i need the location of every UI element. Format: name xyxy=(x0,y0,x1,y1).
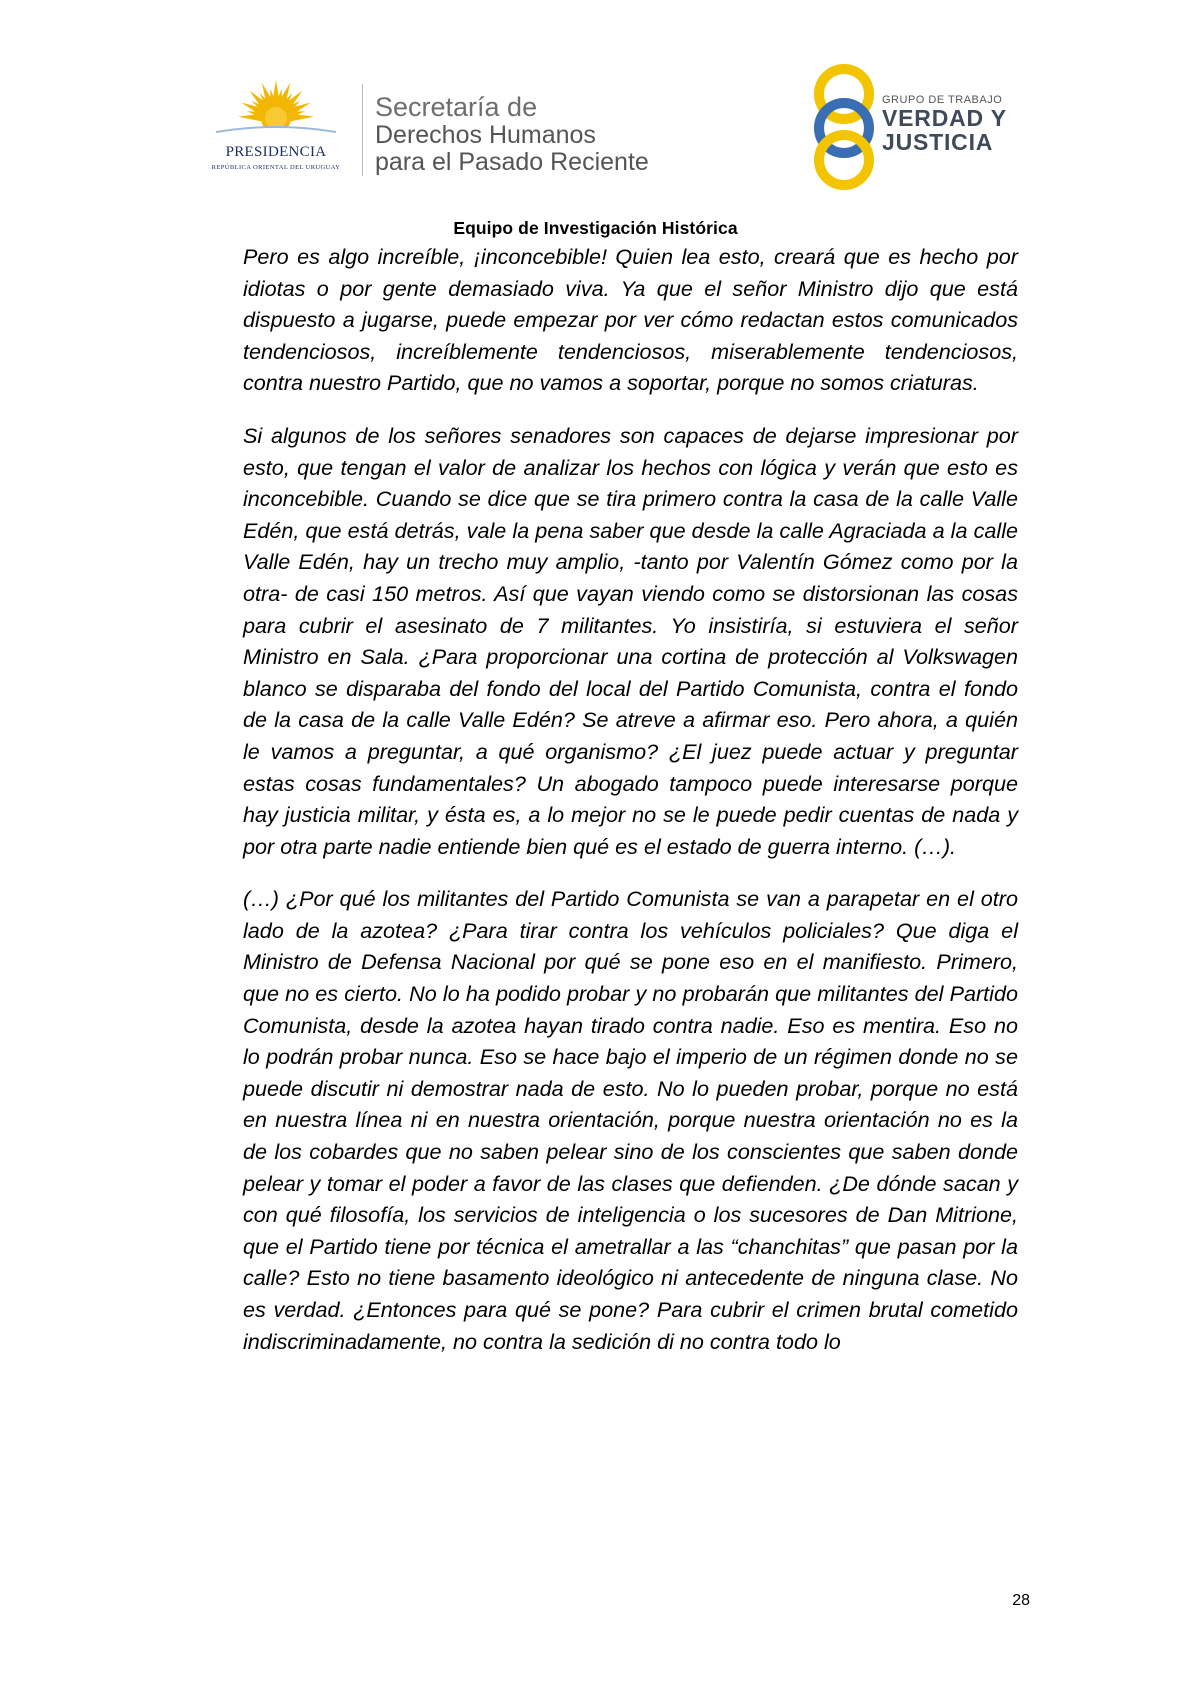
grupo-trabajo-wordmark xyxy=(882,94,1007,154)
presidencia-subtitle: REPÚBLICA ORIENTAL DEL URUGUAY xyxy=(211,164,341,171)
presidencia-label: PRESIDENCIA xyxy=(225,144,327,160)
secretaria-line3: para el Pasado Reciente xyxy=(375,148,649,176)
grupo-line3: JUSTICIA xyxy=(882,129,994,155)
paragraph-1: Pero es algo increíble, ¡inconcebible! Quien lea esto, creará que es hecho por idiotas o por gente demasiado viva. Ya que el señor Ministro dijo que está dispuesto a jugarse, puede empezar por ver cómo redactan estos comunicados tendenciosos, increíblemente tendenciosos, miserablemente tendenciosos, contra nuestro Partido, que no vamos a soportar, porque no somos criaturas. xyxy=(243,244,1018,396)
team-title: Equipo de Investigación Histórica xyxy=(453,218,738,238)
paragraph-3: (…) ¿Por qué los militantes del Partido Comunista se van a parapetar en el otro lado de la azotea? ¿Para tirar contra los vehículos policiales? Que diga el Ministro de Defensa Nacional por qué se pone eso en el manifiesto. Primero, que no es cierto. No lo ha podido probar y no probarán que militantes del Partido Comunista, desde la azotea hayan tirado contra nadie. Eso es mentira. Eso no lo podrán probar nunca. Eso se hace bajo el imperio de un régimen donde no se puede discutir ni demostrar nada de esto. No lo pueden probar, porque no está en nuestra línea ni en nuestra orientación, porque nuestra orientación no es la de los cobardes que no saben pelear sino de los conscientes que saben donde pelear y tomar el poder a favor de las clases que defienden. ¿De dónde sacan y con qué filosofía, los servicios de inteligencia o los sucesores de Dan Mitrione, que el Partido tiene por técnica el ametrallar a las “chanchitas” que pasan por la calle? Esto no tiene basamento ideológico ni antecedente de ninguna clase. No es verdad. ¿Entonces para qué se pone? Para cubrir el crimen brutal cometido indiscriminadamente, no contra la sedición di no contra todo lo xyxy=(243,886,1018,1354)
sun-emblem-icon xyxy=(196,78,356,148)
header-divider xyxy=(362,84,363,176)
grupo-line2: VERDAD Y xyxy=(882,105,1007,131)
grupo-line1: GRUPO DE TRABAJO xyxy=(882,94,1003,106)
secretaria-line1: Secretaría de xyxy=(375,92,538,122)
page-number: 28 xyxy=(1012,1592,1030,1609)
paragraph-2: Si algunos de los señores senadores son capaces de dejarse impresionar por esto, que tengan el valor de analizar los hechos con lógica y verán que esto es inconcebible. Cuando se dice que se tira primero contra la casa de la calle Valle Edén, que está detrás, vale la pena saber que desde la calle Agraciada a la calle Valle Edén, hay un trecho muy amplio, -tanto por Valentín Gómez como por la otra- de casi 150 metros. Así que vayan viendo como se distorsionan las cosas para cubrir el asesinato de 7 militantes. Yo insistiría, si estuviera el señor Ministro en Sala. ¿Para proporcionar una cortina de protección al Volkswagen blanco se disparaba del fondo del local del Partido Comunista, contra el fondo de la casa de la calle Valle Edén? Se atreve a afirmar eso. Pero ahora, a quién le vamos a preguntar, a qué organismo? ¿El juez puede actuar y preguntar estas cosas fundamentales? Un abogado tampoco puede interesarse porque hay justicia militar, y ésta es, a lo mejor no se le puede pedir cuentas de nada y por otra parte nadie entiende bien qué es el estado de guerra interno. (…). xyxy=(243,422,1018,859)
secretaria-wordmark xyxy=(375,92,649,176)
secretaria-line2: Derechos Humanos xyxy=(375,121,596,149)
document-body xyxy=(243,241,1018,1378)
presidencia-logo xyxy=(196,78,356,188)
page-header xyxy=(0,0,1191,220)
